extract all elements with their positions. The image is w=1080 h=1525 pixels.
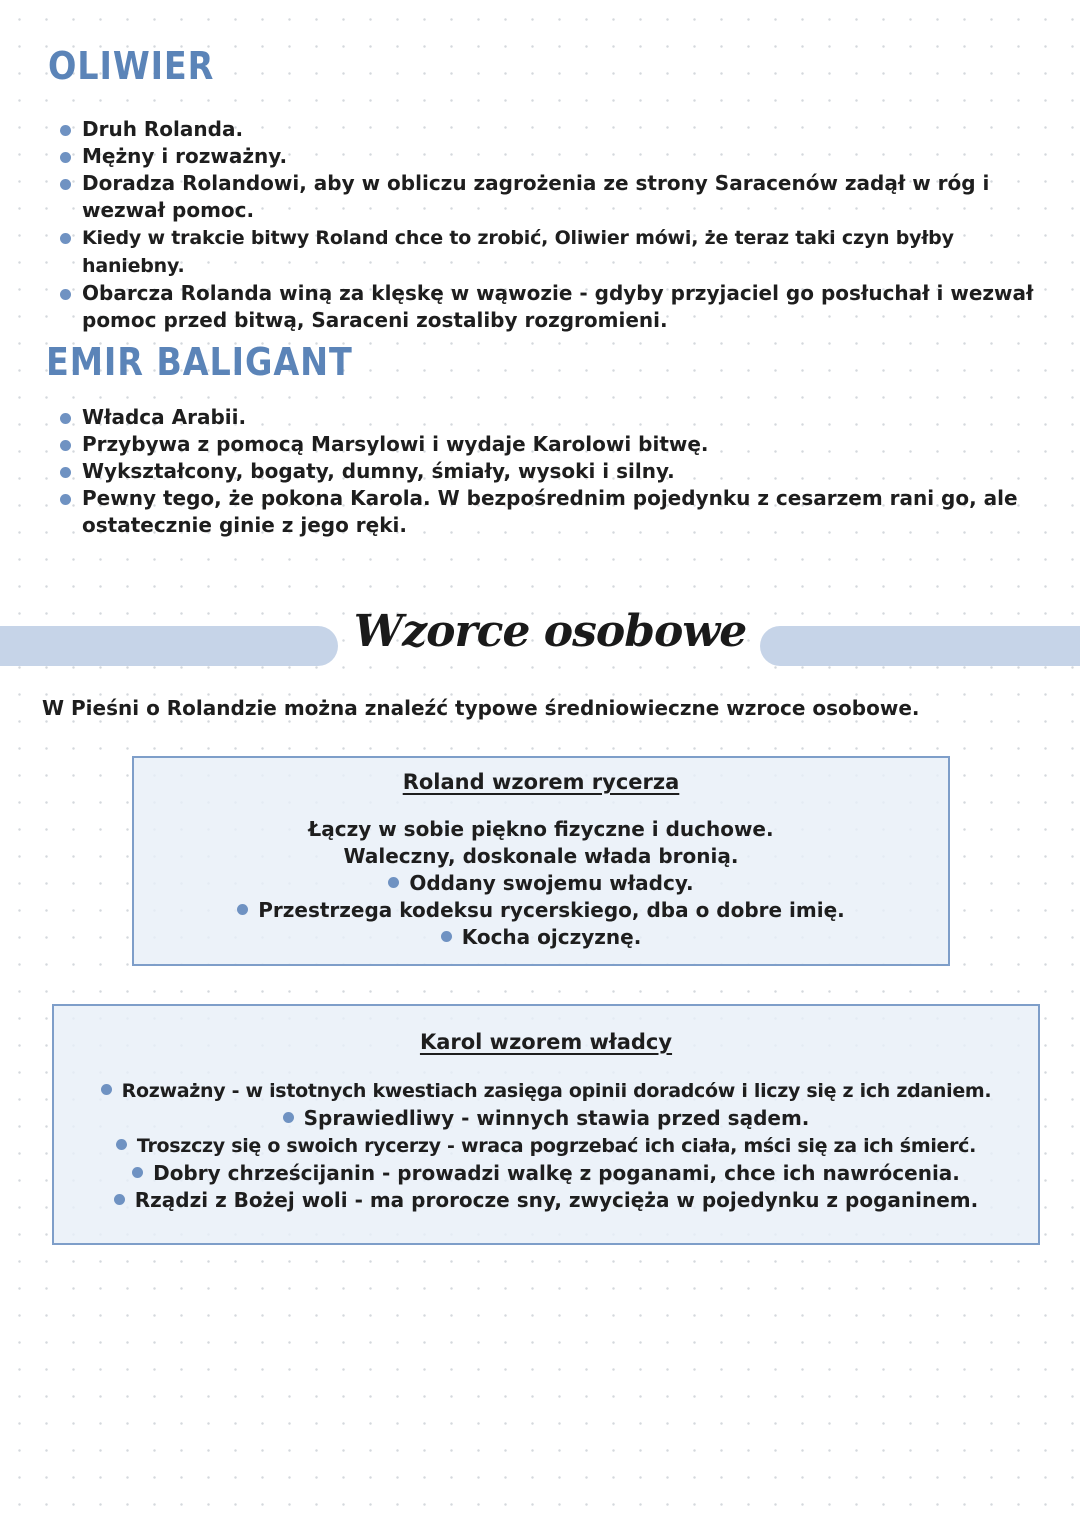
bullet-dot-icon — [101, 1084, 112, 1095]
list-item-text: Przybywa z pomocą Marsylowi i wydaje Karolowi bitwę. — [82, 432, 709, 456]
bullet-dot-icon — [60, 179, 71, 190]
bullet-dot-icon — [60, 494, 71, 505]
bullet-dot-icon — [114, 1194, 125, 1205]
heading-emir-baligant: EMIR BALIGANT — [46, 340, 353, 384]
list-item-text: Sprawiedliwy - winnych stawia przed sądem. — [303, 1106, 810, 1130]
bullet-dot-icon — [60, 152, 71, 163]
list-item — [134, 924, 948, 951]
roland-box — [132, 756, 950, 966]
list-item-text: Rządzi z Bożej woli - ma prorocze sny, zwycięża w pojedynku z poganinem. — [134, 1188, 979, 1212]
roland-traits — [134, 816, 948, 951]
list-item-text: Oddany swojemu władcy. — [409, 871, 694, 895]
bullet-dot-icon — [132, 1167, 143, 1178]
section-divider-right — [760, 626, 1080, 666]
karol-box-title: Karol wzorem władcy — [419, 1030, 673, 1054]
list-item — [60, 404, 1050, 431]
list-item — [134, 843, 948, 870]
list-item-text: Władca Arabii. — [82, 405, 247, 429]
emir-list — [60, 404, 1050, 539]
list-item-text: Rozważny - w istotnych kwestiach zasięga opinii doradców i liczy się z ich zdaniem. — [121, 1080, 992, 1102]
list-item — [134, 816, 948, 843]
list-item-text: Obarcza Rolanda winą za klęskę w wąwozie - gdyby przyjaciel go posłuchał i wezwał pomoc przed bitwą, Saraceni zostaliby rozgromieni. — [82, 281, 1034, 332]
list-item — [60, 116, 1050, 143]
list-item — [54, 1132, 1038, 1160]
karol-traits — [54, 1077, 1038, 1214]
heading-oliwier: OLIWIER — [48, 44, 215, 88]
list-item-text: Łączy w sobie piękno fizyczne i duchowe. — [308, 817, 774, 841]
list-item — [54, 1187, 1038, 1214]
bullet-dot-icon — [60, 440, 71, 451]
list-item — [134, 870, 948, 897]
list-item-text: Wykształcony, bogaty, dumny, śmiały, wysoki i silny. — [82, 459, 675, 483]
list-item — [60, 224, 1050, 280]
bullet-dot-icon — [237, 904, 248, 915]
roland-box-title: Roland wzorem rycerza — [402, 770, 680, 794]
list-item — [60, 431, 1050, 458]
list-item-text: Przestrzega kodeksu rycerskiego, dba o dobre imię. — [258, 898, 845, 922]
list-item — [60, 280, 1050, 334]
list-item-text: Druh Rolanda. — [82, 117, 244, 141]
list-item-text: Kocha ojczyznę. — [461, 925, 642, 949]
bullet-dot-icon — [60, 467, 71, 478]
karol-box — [52, 1004, 1040, 1245]
list-item — [54, 1160, 1038, 1187]
list-item — [60, 143, 1050, 170]
bullet-dot-icon — [283, 1112, 294, 1123]
list-item — [60, 485, 1050, 539]
list-item — [54, 1105, 1038, 1132]
section-title-wzorce: Wzorce osobowe — [353, 606, 747, 657]
oliwier-list — [60, 116, 1050, 334]
list-item — [60, 458, 1050, 485]
bullet-dot-icon — [60, 289, 71, 300]
bullet-dot-icon — [60, 125, 71, 136]
bullet-dot-icon — [388, 877, 399, 888]
list-item-text: Dobry chrześcijanin - prowadzi walkę z poganami, chce ich nawrócenia. — [153, 1161, 960, 1185]
bullet-dot-icon — [441, 931, 452, 942]
list-item-text: Waleczny, doskonale włada bronią. — [343, 844, 739, 868]
list-item-text: Troszczy się o swoich rycerzy - wraca pogrzebać ich ciała, mści się za ich śmierć. — [136, 1135, 977, 1157]
list-item-text: Doradza Rolandowi, aby w obliczu zagrożenia ze strony Saracenów zadął w róg i wezwał pomoc. — [82, 171, 990, 222]
list-item — [134, 897, 948, 924]
bullet-dot-icon — [116, 1139, 127, 1150]
list-item-text: Kiedy w trakcie bitwy Roland chce to zrobić, Oliwier mówi, że teraz taki czyn byłby haniebny. — [82, 227, 954, 277]
bullet-dot-icon — [60, 413, 71, 424]
section-divider-left — [0, 626, 338, 666]
list-item — [60, 170, 1050, 224]
bullet-dot-icon — [60, 233, 71, 244]
list-item-text: Pewny tego, że pokona Karola. W bezpośrednim pojedynku z cesarzem rani go, ale ostatecznie ginie z jego ręki. — [82, 486, 1018, 537]
list-item-text: Mężny i rozważny. — [82, 144, 288, 168]
list-item — [54, 1077, 1038, 1105]
intro-text: W Pieśni o Rolandzie można znaleźć typowe średniowieczne wzroce osobowe. — [42, 696, 920, 720]
